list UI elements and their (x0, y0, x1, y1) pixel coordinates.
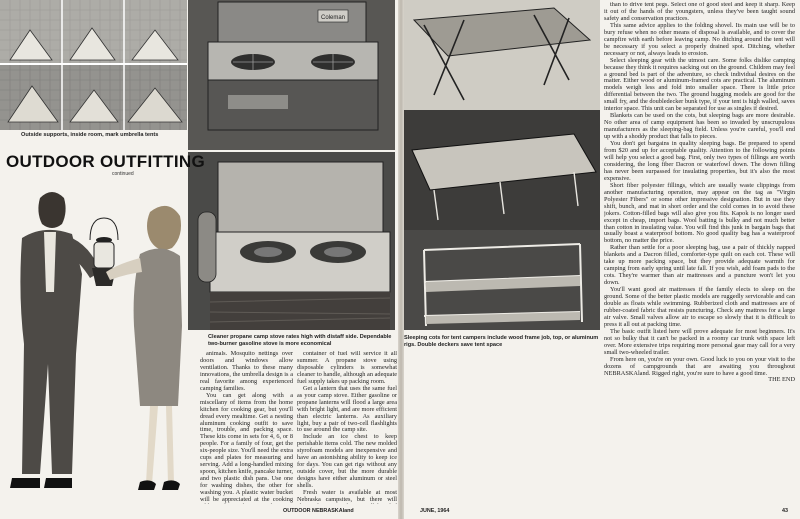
paragraph: Include an ice chest to keep perishable items cold. The new molded styrofoam models are inexpensive and have an astonishing ability to keep ice for days. You can get rigs without any outside cover, but the more durable designs have either aluminum or steel shells. (297, 433, 397, 490)
page-headline: OUTDOOR OUTFITTING (6, 152, 205, 171)
tents-photo (0, 0, 187, 130)
paragraph: than to drive tent pegs. Select one of good steel and keep it sharp. Keep it out of the hands of the youngsters, unless they've been taught sound safety and conservation practices. (604, 2, 795, 22)
couple-with-lantern-photo (0, 178, 196, 508)
paragraph: Blankets can be used on the cots, but sleeping bags are more desirable. No other area of camp equipment has been so invaded by unscrupulous manufacturers as the sleeping-bag field. Unless you're careful, you'll end up with a shoddy product that falls to pieces. (604, 112, 795, 141)
aluminum-cot-photo (404, 110, 600, 230)
the-end-mark: THE END (768, 376, 795, 384)
paragraph: Get a lantern that uses the same fuel as your camp stove. Either gasoline or propane lanterns will flood a large area with bright light, and are more efficient than electric lanterns. As auxiliary light, buy a pair of two-cell flashlights to use around the camp site. (297, 384, 397, 434)
left-text-column-2 (297, 351, 397, 504)
paragraph: Short fiber polyester fillings, which are usually waste clippings from another manufacturing operation, may appear on the tag as "Virgin Polyester Fibers" or some other impressive designation. But in use they shift, bunch, and mat in short order and the cold comes in to avoid these jokers. Cotton-filled bags will also give you fits. Kapok is no longer used except in cheap, import bags. Wool batting is bulky and not much better than cotton in insulating value. You will find this junk in bargain bags that usually boast a waterproof bottom. No good quality bag has a waterproof bottom, no matter the price. (604, 181, 795, 245)
stove-brand-label: Coleman (320, 15, 346, 21)
paragraph: You can get along with a miscellany of items from the home kitchen for cooking gear, but you'll dread every mealtime. Get a nesting aluminum cooking outfit to save time, trouble, and packing space. These kits come in sets for 4, 6, or 8 people. For a family of four, get the six-people size. You'll need the extra cups and plates for measuring and serving. Add a long-handled mixing spoon, kitchen knife, pancake turner, and two plastic dish pans. Use one for washing dishes, the other for washing you. A plastic water bucket will be appreciated at the cooking (200, 391, 293, 504)
left-text-column-1 (200, 351, 293, 504)
propane-stove-photo (188, 152, 395, 330)
paragraph: animals. Mosquito nettings over doors and windows allow ventilation. Thanks to these many innovations, the umbrella design is a real favorite among experienced camping families. (200, 351, 293, 392)
folding-cot-photo (404, 0, 600, 110)
paragraph: From here on, you're on your own. Good luck to you on your visit to the dozens of campgrounds that are awaiting you throughout NEBRASKAland. Rigged right, you're sure to have a good time. (604, 355, 795, 377)
right-page-number: 43 (782, 508, 788, 514)
paragraph: Select sleeping gear with the utmost care. Some folks dislike camping because they think it requires sacking out on the ground. Children may feel a ground bed is part of the adventure, so check individual desires on the matter. Either wood or aluminum-framed cots are practical. The aluminum models weigh less and fold into smaller space. There is little price differential between the two. The ground hugging models are good for the small fry, and the doubledecker bunk type, if your tent is high walled, saves interior space. This unit can be separated for use as singles if desired. (604, 56, 795, 113)
paragraph: This same advice applies to the folding shovel. Its main use will be to bury refuse when no other means of disposal is available, and to cover the campfire with earth before leaving camp. No ditching around the tent will be necessary if you select a properly drained spot. Ditching, whether necessary or not, always leads to erosion. (604, 21, 795, 57)
paragraph: Fresh water is available at most Nebraska campsites, but there will (297, 489, 397, 504)
coleman-stove-photo (188, 0, 395, 150)
right-text-column (604, 2, 795, 505)
tents-caption: Outside supports, inside room, mark umbrella tents (21, 132, 159, 138)
left-page-folio: OUTDOOR NEBRASKAland (283, 508, 354, 514)
paragraph: You'll want good air mattresses if the family elects to sleep on the ground. Some of the better plastic models are ruggedly serviceable and can double as floats while swimming. Rubberized cloth and mattresses are of rubber-coated fabric that resists puncturing. Check any mattress for a large air valve. Small valves allow air to escape so slowly that it is difficult to press it all out at packing time. (604, 286, 795, 328)
right-page-date: JUNE, 1964 (420, 508, 450, 514)
paragraph: You don't get bargains in quality sleeping bags. Be prepared to spend from $20 and up for acceptable quality. Attention to the following points will help you select a good bag. First, only two types of fillings are worth considering, the long fiber Dacron or waterfowl down. The down filling has never been surpassed for insulating properties, but it's also the most expensive. (604, 140, 795, 182)
stoves-caption: Cleaner propane camp stove rates high with distaff side. Dependable two-burner gasoline stove is more economical (208, 334, 392, 347)
paragraph: The basic outfit listed here will prove adequate for most beginners. It's not so bulky that it can't be packed in a roomy car trunk with space left over. More extensive trips requiring more personal gear may call for a very small two-wheeled trailer. (604, 327, 795, 356)
cots-caption: Sleeping cots for tent campers include wood frame job, top, or aluminum rigs. Double deckers save tent space (404, 335, 599, 348)
bunk-cot-photo (404, 230, 600, 330)
paragraph: container of fuel will service it all summer. A propane stove using disposable cylinders is somewhat cleaner to handle, although an adequate fuel supply takes up packing room. (297, 351, 397, 385)
paragraph: Rather than settle for a poor sleeping bag, use a pair of thickly napped blankets and a Dacron filled, comforter-type quilt on each cot. These will take up more packing space, but they provide adequate warmth for camping from early spring until late fall. If you wish, add foam pads to the cots. They're warmer than air mattresses and a puncture won't let you down. (604, 244, 795, 287)
headline-kicker: continued (112, 171, 134, 177)
